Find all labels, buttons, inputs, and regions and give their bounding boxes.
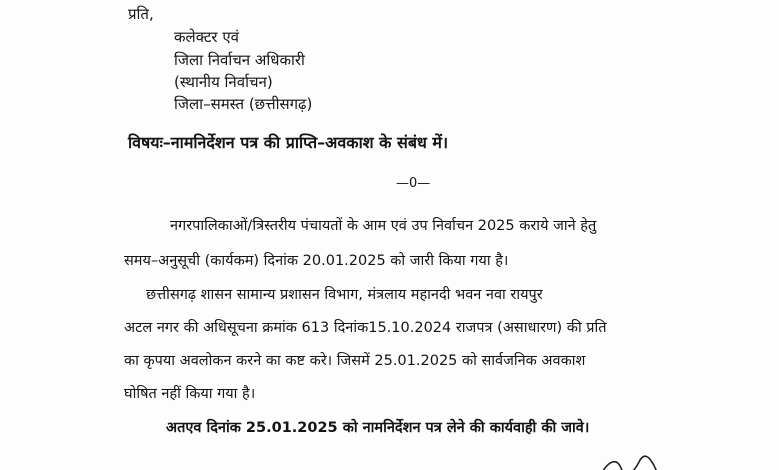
para2-line1: छत्तीसगढ़ शासन सामान्य प्रशासन विभाग, मंत्रलाय महानदी भवन नवा रायपुर [146,287,543,303]
recipient-line-local-election: (स्थानीय निर्वाचन) [174,73,273,91]
recipient-line-district: जिला–समस्त (छत्तीसगढ़) [174,95,313,113]
signature-mark [599,454,659,470]
para1-line2: समय–अनुसूची (कार्यकम) दिनांक 20.01.2025 को जारी किया गया है। [124,253,509,269]
subject-line: विषयः–नामनिर्देशन पत्र की प्राप्ति–अवकाश के संबंध में। [128,133,449,152]
recipient-prati: प्रति, [128,5,154,23]
para2-line3: का कृपया अवलोकन करने का कष्ट करे। जिसमें 25.01.2025 को सार्वजनिक अवकाश [124,353,586,369]
para1-line1: नगरपालिकाओं/त्रिस्तरीय पंचायतों के आम एवं उप निर्वाचन 2025 कराये जाने हेतु [170,218,597,234]
recipient-line-collector: कलेक्टर एवं [174,28,239,46]
para2-line2: अटल नगर की अधिसूचना क्रमांक 613 दिनांक15.10.2024 राजपत्र (असाधारण) की प्रति [124,320,607,336]
recipient-line-officer: जिला निर्वाचन अधिकारी [174,51,305,69]
separator-mark: —0— [396,176,431,191]
para3-line: अतएव दिनांक 25.01.2025 को नामनिर्देशन पत्र लेने की कार्यवाही की जावे। [166,420,590,436]
para2-line4: घोषित नहीं किया गया है। [124,386,256,402]
